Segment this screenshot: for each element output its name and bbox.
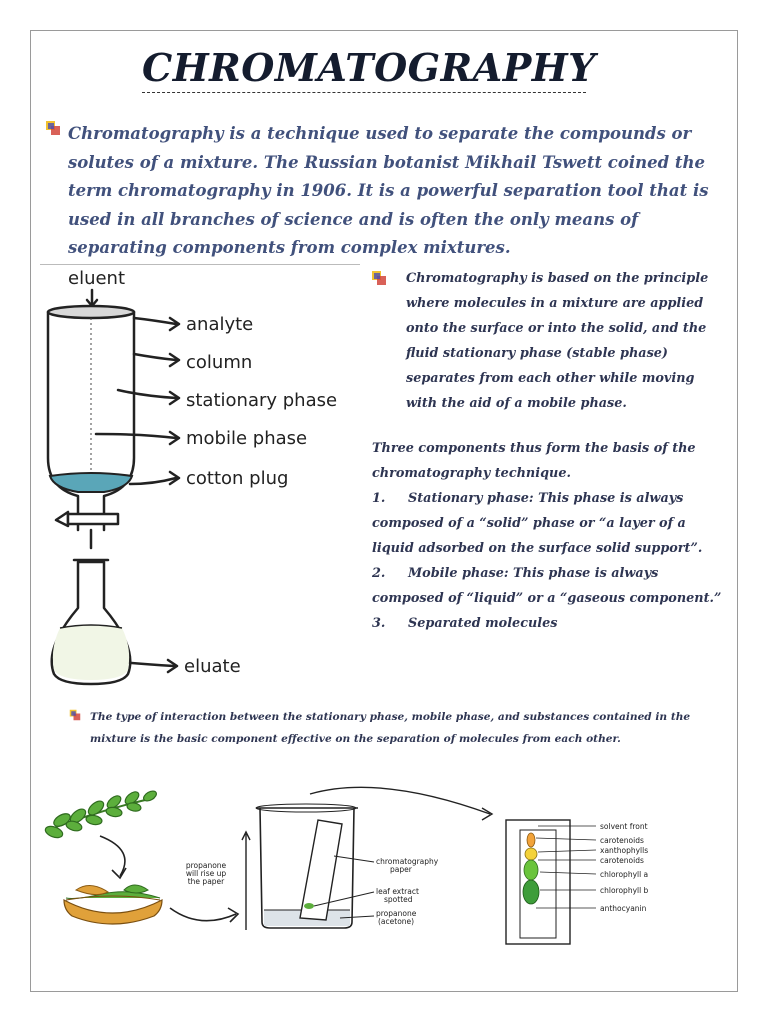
label-xanthophylls: xanthophylls xyxy=(600,846,649,855)
intro-paragraph: Chromatography is a technique used to separate the compounds or solutes of a mixture. The Russian botanist Mikhail Tswett coined the term chromatography in 1906. It is a powerful separation tool that is used in all branches of science and is often the only means of separating components from complex mixtures. xyxy=(68,124,709,257)
bullet-icon xyxy=(70,710,81,721)
label-chlorophyll-b: chlorophyll b xyxy=(600,886,649,895)
principle-section xyxy=(372,266,726,636)
label-mobile-phase: mobile phase xyxy=(186,428,308,449)
label-stationary-phase: stationary phase xyxy=(186,390,338,411)
component-number: 2. xyxy=(372,566,386,581)
label-propanone-rise: propanone xyxy=(185,861,227,870)
component-term: Stationary phase: xyxy=(408,491,534,506)
component-description: This phase is always composed of “liquid” or a “gaseous component.” xyxy=(372,566,722,606)
label-chromatography-paper: paper xyxy=(390,865,412,874)
component-item xyxy=(372,486,726,561)
label-chromatography-paper: chromatography xyxy=(376,857,439,866)
paper-chromatography-diagram xyxy=(40,780,730,950)
component-term: Mobile phase: xyxy=(408,566,509,581)
label-carotenoids: carotenoids xyxy=(600,836,644,845)
label-column: column xyxy=(186,352,253,373)
component-term: Separated molecules xyxy=(408,616,558,631)
interaction-note: The type of interaction between the stationary phase, mobile phase, and substances contained in the mixture is the basic component effective on the separation of molecules from each other. xyxy=(90,711,691,745)
label-leaf-extract: leaf extract xyxy=(376,887,419,896)
component-item xyxy=(372,561,726,611)
label-carotenoids: carotenoids xyxy=(600,856,644,865)
label-chlorophyll-a: chlorophyll a xyxy=(600,870,649,879)
principle-paragraph: Chromatography is based on the principle where molecules in a mixture are applied onto the surface or into the solid, and the fluid stationary phase (stable phase) separates from each other while moving with the aid of a mobile phase. xyxy=(406,271,709,411)
label-leaf-extract: spotted xyxy=(384,895,413,904)
label-propanone: (acetone) xyxy=(378,917,415,926)
component-item xyxy=(372,611,726,636)
label-solvent-front: solvent front xyxy=(600,822,648,831)
label-propanone-rise: will rise up xyxy=(185,869,227,878)
components-intro: Three components thus form the basis of the chromatography technique. xyxy=(372,441,696,481)
component-number: 3. xyxy=(372,616,386,631)
label-cotton-plug: cotton plug xyxy=(186,468,289,489)
label-propanone-rise: the paper xyxy=(187,877,225,886)
component-number: 1. xyxy=(372,491,386,506)
bullet-icon xyxy=(46,121,60,135)
column-chromatography-diagram xyxy=(34,262,364,692)
label-eluent: eluent xyxy=(68,268,126,289)
page-title: CHROMATOGRAPHY xyxy=(142,44,586,93)
label-anthocyanin: anthocyanin xyxy=(600,904,647,913)
label-propanone: propanone xyxy=(376,909,417,918)
label-analyte: analyte xyxy=(186,314,254,335)
label-eluate: eluate xyxy=(184,656,241,677)
component-description: This phase is always composed of a “solid” phase or “a layer of a liquid adsorbed on the surface solid support”. xyxy=(372,491,703,556)
